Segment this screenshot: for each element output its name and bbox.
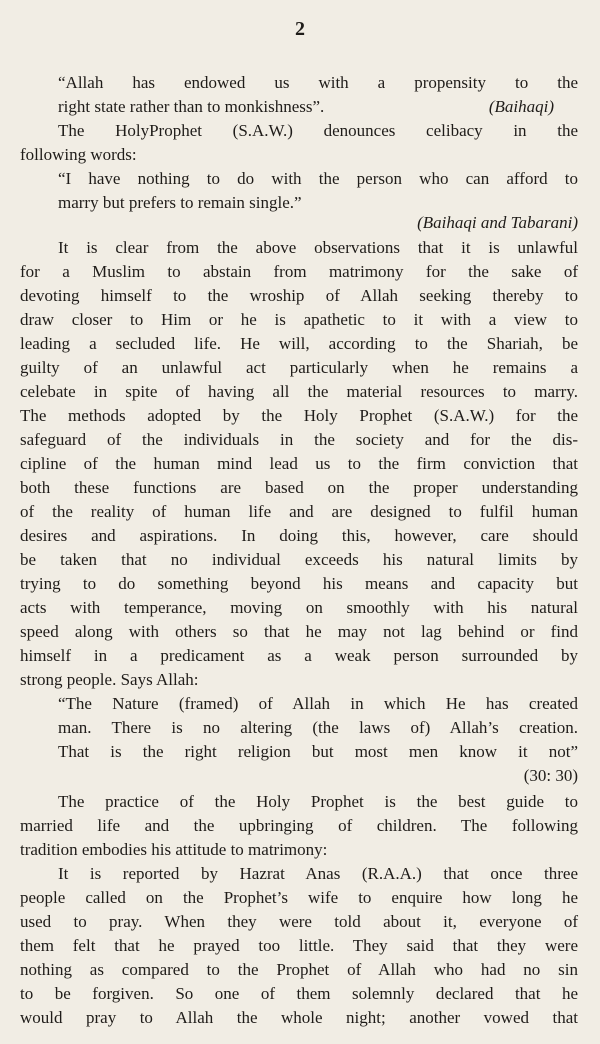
text-line: be taken that no individual exceeds his natural limits by [20, 550, 578, 569]
text-line: acts with temperance, moving on smoothly with his natural [20, 598, 578, 617]
text-line: them felt that he prayed too little. They said that they were [20, 936, 578, 955]
text-line: people called on the Prophet’s wife to enquire how long he [20, 888, 578, 907]
text-line: “Allah has endowed us with a propensity to the [58, 73, 578, 92]
text-line: strong people. Says Allah: [20, 670, 199, 689]
text-line: “I have nothing to do with the person who can afford to [58, 169, 578, 188]
text-line: man. There is no altering (the laws of) Allah’s creation. [58, 718, 578, 737]
text-line: for a Muslim to abstain from matrimony for the sake of [20, 262, 578, 281]
text-line: It is reported by Hazrat Anas (R.A.A.) that once three [58, 864, 578, 883]
text-line: leading a secluded life. He will, according to the Shariah, be [20, 334, 578, 353]
text-line: guilty of an unlawful act particularly when he remains a [20, 358, 578, 377]
text-line: married life and the upbringing of children. The following [20, 816, 578, 835]
text-line: desires and aspirations. In doing this, however, care should [20, 526, 578, 545]
text-line: used to pray. When they were told about it, everyone of [20, 912, 578, 931]
text-line: The HolyProphet (S.A.W.) denounces celibacy in the [58, 121, 578, 140]
citation: (Baihaqi) [488, 97, 554, 116]
text-line: That is the right religion but most men know it not” [58, 742, 578, 761]
citation: (Baihaqi and Tabarani) [417, 213, 578, 232]
verse-reference: (30: 30) [523, 766, 578, 785]
text-line: to be forgiven. So one of them solemnly declared that he [20, 984, 578, 1003]
text-line: speed along with others so that he may not lag behind or find [20, 622, 578, 641]
text-line: nothing as compared to the Prophet of Allah who had no sin [20, 960, 578, 979]
text-line: It is clear from the above observations that it is unlawful [58, 238, 578, 257]
text-line: following words: [20, 145, 137, 164]
text-line: right state rather than to monkishness”. [58, 97, 325, 116]
text-line: The methods adopted by the Holy Prophet (S.A.W.) for the [20, 406, 578, 425]
text-line: “The Nature (framed) of Allah in which He has created [58, 694, 578, 713]
text-line: marry but prefers to remain single.” [58, 193, 302, 212]
text-line: draw closer to Him or he is apathetic to it with a view to [20, 310, 578, 329]
text-line: cipline of the human mind lead us to the firm conviction that [20, 454, 578, 473]
text-line: would pray to Allah the whole night; another vowed that [20, 1008, 578, 1027]
text-line: both these functions are based on the proper understanding [20, 478, 578, 497]
text-line: The practice of the Holy Prophet is the best guide to [58, 792, 578, 811]
text-line-with-citation [58, 95, 578, 119]
text-line: of the reality of human life and are designed to fulfil human [20, 502, 578, 521]
text-line: himself in a predicament as a weak person surrounded by [20, 646, 578, 665]
text-line: tradition embodies his attitude to matrimony: [20, 840, 328, 859]
page-number: 2 [295, 18, 305, 40]
text-line: celebate in spite of having all the material resources to marry. [20, 382, 578, 401]
text-line: trying to do something beyond his means and capacity but [20, 574, 578, 593]
text-line: devoting himself to the wroship of Allah seeking thereby to [20, 286, 578, 305]
text-line: safeguard of the individuals in the society and for the dis- [20, 430, 578, 449]
